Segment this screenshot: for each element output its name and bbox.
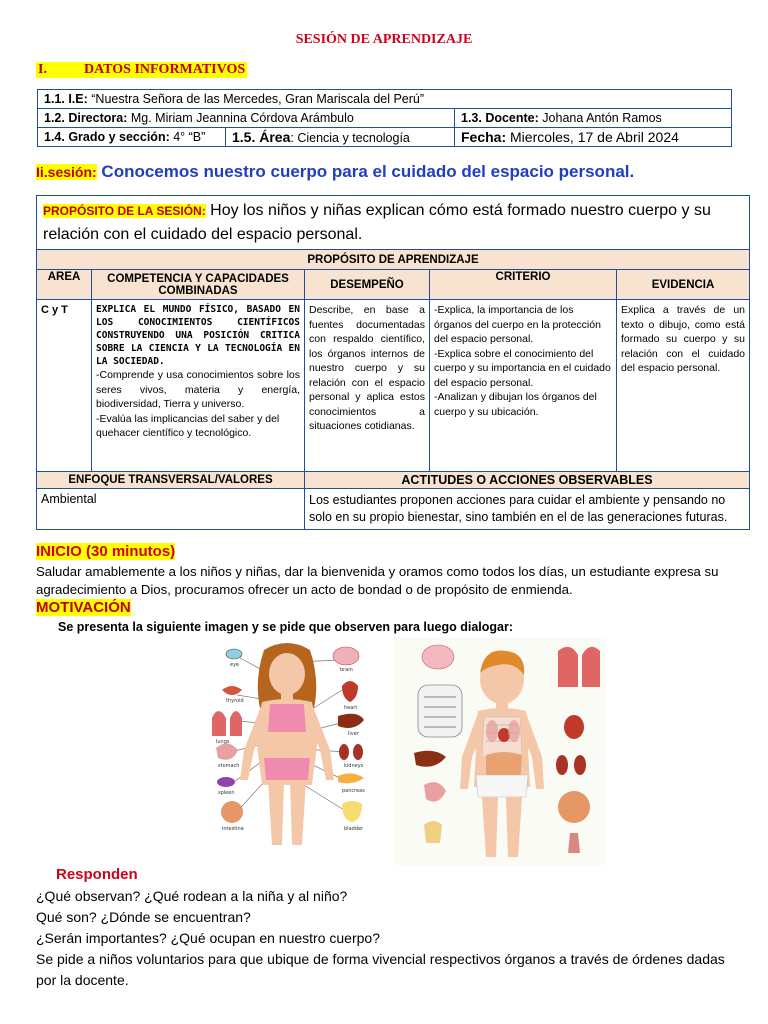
girl-organs-illustration: [192, 640, 382, 850]
question-3: ¿Serán importantes? ¿Qué ocupan en nuestro cuerpo?: [36, 930, 380, 946]
area-cell: 1.5. Área: Ciencia y tecnología: [226, 128, 455, 147]
criterio-1: -Explica, la importancia de los órganos del cuerpo en la protección del espacio personal.: [434, 304, 601, 345]
label-bladder: bladder: [344, 826, 364, 832]
label-intestine: intestine: [222, 826, 244, 832]
grado-cell: 1.4. Grado y sección: 4° “B”: [38, 128, 226, 147]
criterio-2: -Explica sobre el conocimiento del cuerpo y su importancia en el cuidado del espacio personal.: [434, 347, 611, 389]
header-criterio: CRITERIO: [430, 270, 617, 300]
actitudes-value: Los estudiantes proponen acciones para cuidar el ambiente y pensando no solo en su propio bienestar, sino también en el de las generaciones futuras.: [305, 489, 750, 530]
capacidad-2: -Evalúa las implicancias del saber y del quehacer científico y tecnológico.: [96, 412, 280, 439]
section-label: DATOS INFORMATIVOS: [84, 62, 246, 77]
datos-table: [37, 89, 732, 147]
ie-cell: 1.1. I.E: “Nuestra Señora de las Mercedes, Gran Mariscala del Perú”: [38, 90, 732, 109]
desempeno-text: Describe, en base a fuentes documentadas con respaldo científico, los órganos internos de nuestro cuerpo y su relación con el espacio personal y aplica estos conocimientos a situaciones cotidianas.: [305, 300, 430, 472]
header-desempeno: DESEMPEÑO: [305, 270, 430, 300]
label-heart: heart: [344, 705, 358, 711]
inicio-heading: INICIO (30 minutos): [36, 543, 176, 560]
fecha-cell: Fecha: Miercoles, 17 de Abril 2024: [455, 128, 732, 147]
directora-cell: 1.2. Directora: Mg. Miriam Jeannina Córdova Arámbulo: [38, 109, 455, 128]
session-title: Conocemos nuestro cuerpo para el cuidado del espacio personal.: [101, 162, 635, 181]
label-eye: eye: [230, 662, 240, 668]
competencia-cell: [92, 300, 305, 472]
learning-table: [36, 195, 750, 530]
label-liver: liver: [348, 731, 359, 737]
session-heading: [36, 162, 634, 182]
header-evidencia: EVIDENCIA: [617, 270, 750, 300]
label-spleen: spleen: [218, 790, 235, 796]
label-stomach: stomach: [218, 763, 240, 769]
purpose-cell: [37, 196, 750, 250]
section-number: I.: [38, 62, 47, 77]
boy-organs-illustration: [394, 637, 606, 865]
actitudes-header: ACTITUDES O ACCIONES OBSERVABLES: [305, 472, 750, 489]
capacidad-1: -Comprende y usa conocimientos sobre los seres vivos, materia y energía, biodiversidad, Tierra y universo.: [96, 369, 300, 410]
purpose-label: PROPÓSITO DE LA SESIÓN:: [43, 204, 206, 218]
instruction-text: Se pide a niños voluntarios para que ubique de forma vivencial respectivos órganos a través de órdenes dadas por la docente.: [36, 951, 725, 988]
label-brain: brain: [340, 667, 353, 673]
evidencia-text: Explica a través de un texto o dibujo, como está formado su cuerpo y su relación con el cuidado del espacio personal.: [617, 300, 750, 472]
label-pancreas: pancreas: [342, 788, 365, 794]
area-value: C y T: [37, 300, 92, 472]
motivacion-text: Se presenta la siguiente imagen y se pide que observen para luego dialogar:: [58, 620, 513, 634]
label-thyroid: thyroid: [226, 698, 244, 704]
docente-cell: 1.3. Docente: Johana Antón Ramos: [455, 109, 732, 128]
criterio-cell: [430, 300, 617, 472]
session-label: Ii.sesión:: [36, 164, 97, 180]
header-competencia: COMPETENCIA Y CAPACIDADES COMBINADAS: [92, 270, 305, 300]
label-lungs: lungs: [216, 739, 230, 745]
inicio-text: Saludar amablemente a los niños y niñas, dar la bienvenida y oramos como todos los días, un estudiante expresa su agradecimiento a Dios, procuramos ofrecer un acto de bondad o de propósito de enmienda.: [36, 564, 719, 597]
label-kidneys: kidneys: [344, 763, 364, 769]
enfoque-header: ENFOQUE TRANSVERSAL/VALORES: [37, 472, 305, 489]
enfoque-value: Ambiental: [37, 489, 305, 530]
responden-heading: Responden: [56, 866, 138, 883]
header-area: AREA: [37, 270, 92, 300]
purpose-text: Hoy los niños y niñas explican cómo está formado nuestro cuerpo y su relación con el cuidado del espacio personal.: [43, 202, 711, 243]
question-2: Qué son? ¿Dónde se encuentran?: [36, 909, 251, 925]
competencia-text: EXPLICA EL MUNDO FÍSICO, BASADO EN LOS CONOCIMIENTOS CIENTÍFICOS CONSTRUYENDO UNA POSICIÓN CRITICA SOBRE LA CIENCIA Y LA TECNOLOGÍA EN LA SOCIEDAD.: [96, 304, 300, 367]
page-title: SESIÓN DE APRENDIZAJE: [295, 32, 473, 47]
section-heading-datos: [36, 62, 247, 78]
criterio-3: -Analizan y dibujan los órganos del cuerpo y su ubicación.: [434, 391, 597, 418]
question-1: ¿Qué observan? ¿Qué rodean a la niña y al niño?: [36, 888, 348, 904]
aprendizaje-header: PROPÓSITO DE APRENDIZAJE: [37, 250, 750, 270]
motivacion-heading: MOTIVACIÓN: [36, 599, 131, 616]
